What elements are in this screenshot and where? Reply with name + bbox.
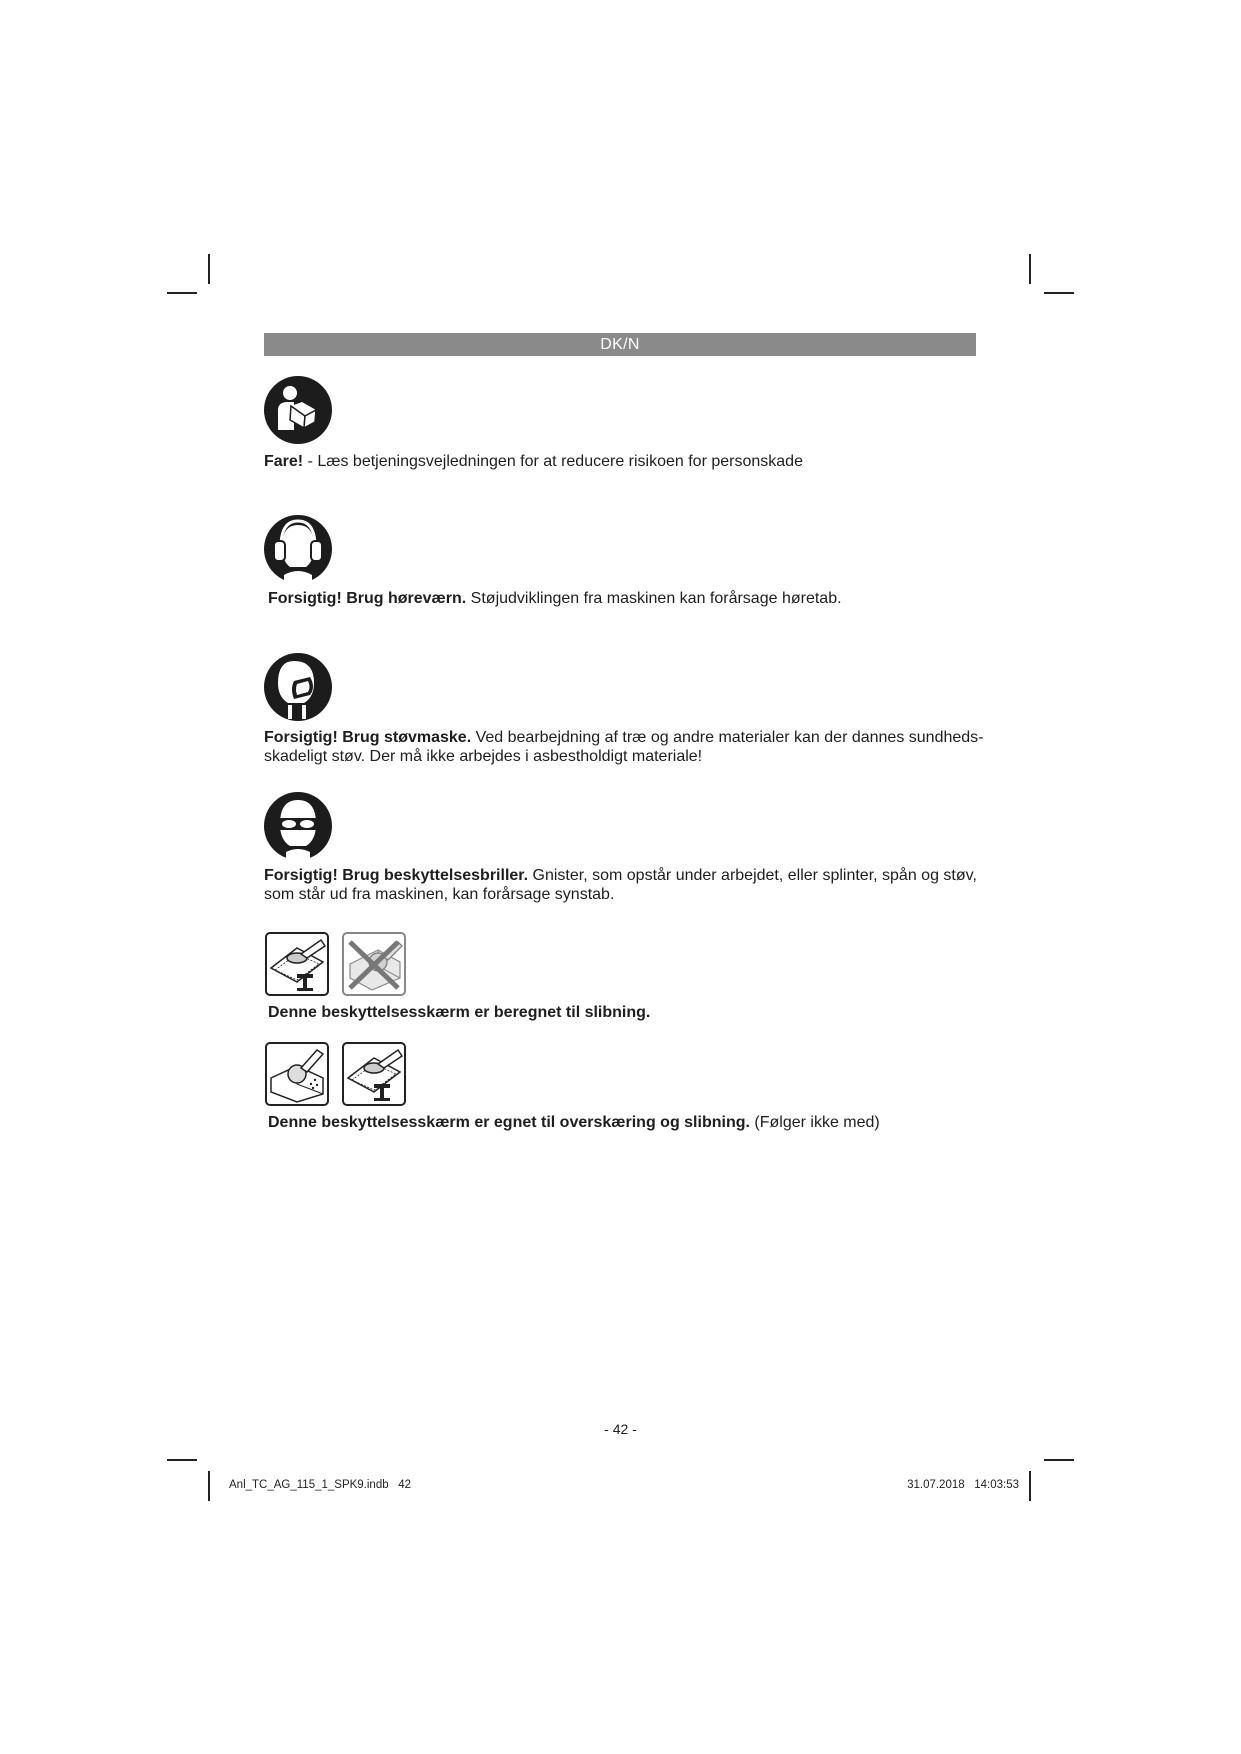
- ear-protection-icon: [264, 515, 332, 583]
- crop-mark: [167, 292, 197, 294]
- warning-read-manual: [264, 452, 984, 471]
- warning-text: Støjudviklingen fra maskinen kan forårsage høretab.: [466, 590, 842, 607]
- grinding-icon: [265, 932, 329, 996]
- warning-text: - Læs betjeningsvejledningen for at reducere risikoen for personskade: [303, 453, 803, 470]
- warning-label: Forsigtig! Brug beskyttelsesbriller.: [264, 867, 529, 884]
- crop-mark: [1044, 292, 1074, 294]
- dust-mask-icon: [264, 653, 332, 721]
- guard-cutting-grinding-text: [268, 1113, 988, 1132]
- file-name: Anl_TC_AG_115_1_SPK9.indb: [229, 1479, 389, 1491]
- cutting-icon: [265, 1042, 329, 1106]
- guard-text: (Følger ikke med): [749, 1114, 880, 1131]
- safety-goggles-icon: [264, 792, 332, 860]
- crop-mark: [1029, 254, 1031, 284]
- guard-grinding-text: [268, 1003, 988, 1022]
- warning-label: Forsigtig! Brug støvmaske.: [264, 729, 472, 746]
- crop-mark: [208, 254, 210, 284]
- crop-mark: [208, 1471, 210, 1501]
- guard-label: Denne beskyttelsesskærm er beregnet til slibning.: [268, 1004, 651, 1021]
- footer-timestamp: [907, 1479, 1019, 1491]
- warning-ear-protection: [268, 589, 988, 608]
- warning-label: Forsigtig! Brug høreværn.: [268, 590, 467, 607]
- crop-mark: [1029, 1471, 1031, 1501]
- warning-safety-goggles: [264, 866, 984, 904]
- cutting-crossed-icon: [342, 932, 406, 996]
- crop-mark: [1044, 1459, 1074, 1461]
- warning-text: Gnister, som opstår under arbejdet, eller splinter, spån og støv, som står ud fra maskinen, kan forårsage synstab.: [264, 867, 977, 903]
- footer-date: 31.07.2018: [907, 1479, 965, 1491]
- footer-file-name: [229, 1479, 411, 1491]
- grinding-icon: [342, 1042, 406, 1106]
- page-number: - 42 -: [604, 1421, 637, 1437]
- guard-label: Denne beskyttelsesskærm er egnet til overskæring og slibning.: [268, 1114, 750, 1131]
- warning-dust-mask: [264, 728, 984, 766]
- warning-label: Fare!: [264, 453, 304, 470]
- read-manual-icon: [264, 376, 332, 444]
- language-header: DK/N: [264, 333, 976, 356]
- footer-time: 14:03:53: [974, 1479, 1019, 1491]
- crop-mark: [167, 1459, 197, 1461]
- file-page: 42: [398, 1479, 412, 1491]
- warning-text: Ved bearbejdning af træ og andre materialer kan der dannes sundheds-skadeligt støv. Der må ikke arbejdes i asbestholdigt materiale!: [264, 729, 984, 765]
